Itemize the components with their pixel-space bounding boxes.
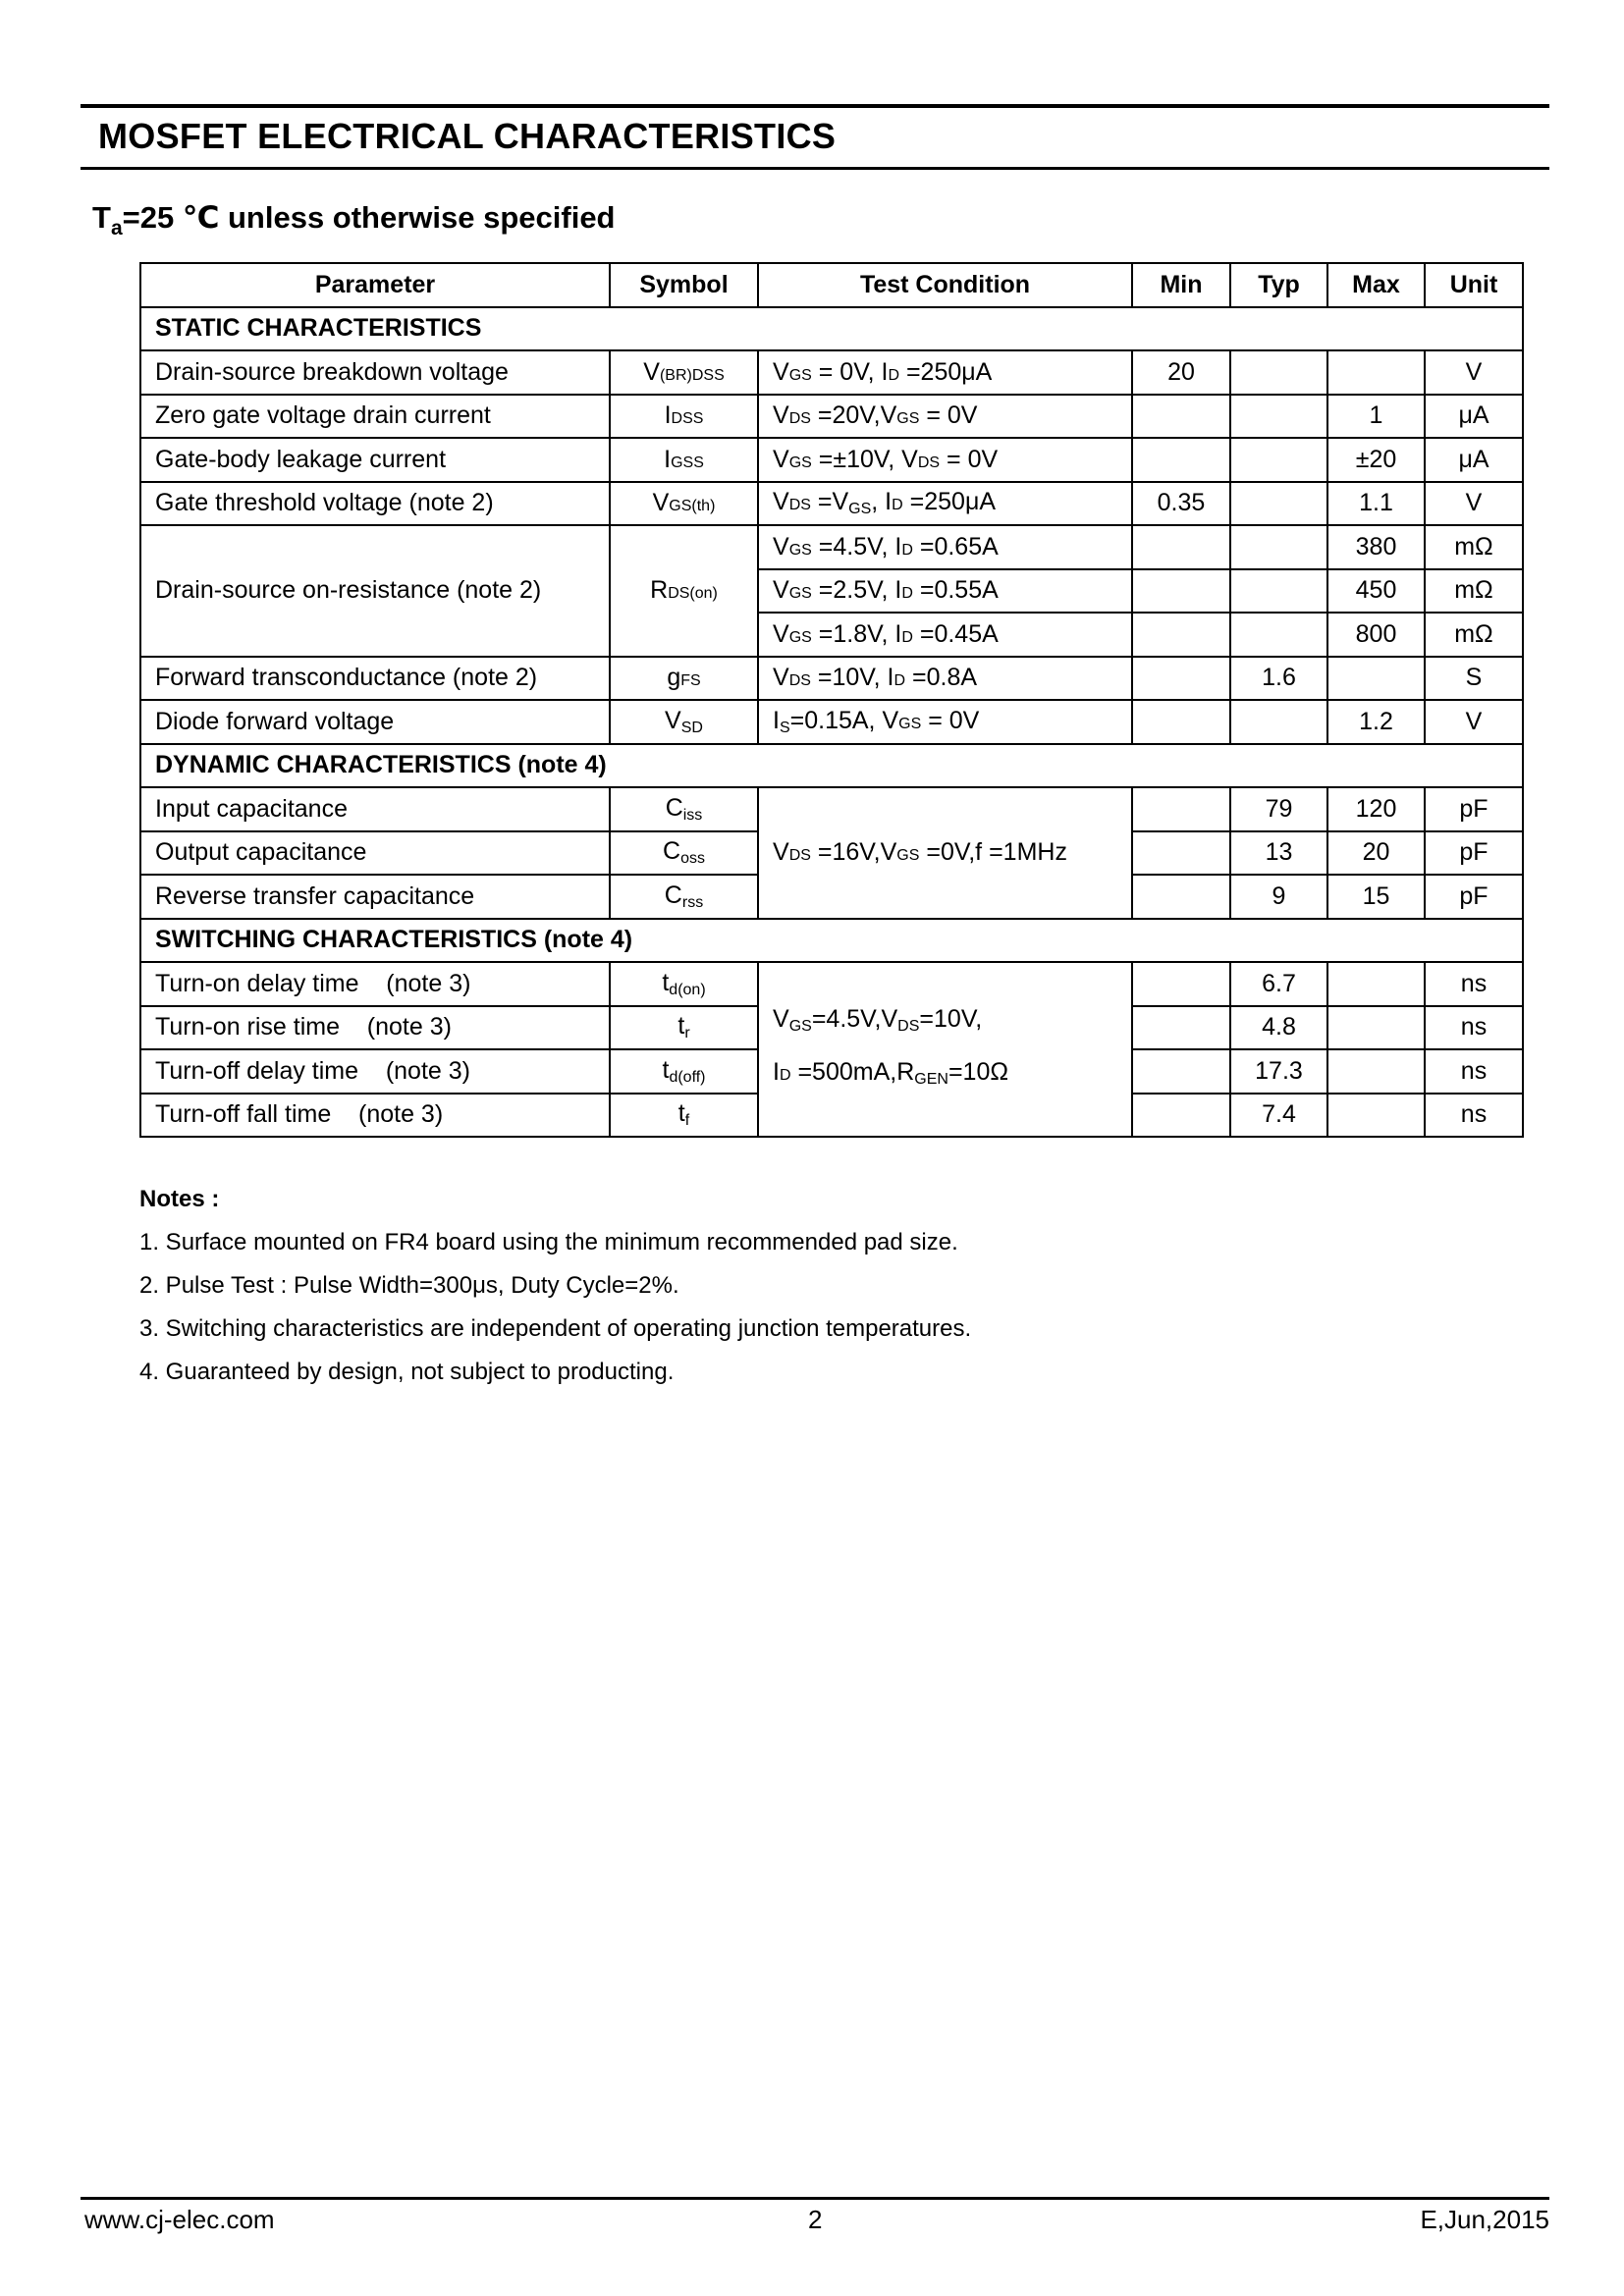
min-cell <box>1132 613 1230 657</box>
typ-cell: 1.6 <box>1230 657 1327 701</box>
header-max: Max <box>1327 263 1425 307</box>
table-row <box>140 962 1523 1006</box>
max-cell: ±20 <box>1327 438 1425 482</box>
param-cell: Gate-body leakage current <box>140 438 610 482</box>
param-cell: Turn-off delay time (note 3) <box>140 1049 610 1094</box>
condition-cell: VDS =10V, ID =0.8A <box>758 657 1132 701</box>
notes-heading: Notes : <box>139 1186 220 1212</box>
title-underline <box>81 167 1549 170</box>
min-cell <box>1132 1049 1230 1094</box>
condition-cell: VGS =4.5V, ID =0.65A <box>758 525 1132 569</box>
param-cell: Output capacitance <box>140 831 610 876</box>
table-header-row <box>140 263 1523 307</box>
header-parameter: Parameter <box>140 263 610 307</box>
min-cell <box>1132 962 1230 1006</box>
page-title: MOSFET ELECTRICAL CHARACTERISTICS <box>98 116 837 156</box>
max-cell: 800 <box>1327 613 1425 657</box>
symbol-cell: IDSS <box>610 395 758 439</box>
param-cell: Diode forward voltage <box>140 700 610 744</box>
header-symbol: Symbol <box>610 263 758 307</box>
symbol-cell: VSD <box>610 700 758 744</box>
max-cell: 120 <box>1327 787 1425 831</box>
unit-cell: ns <box>1425 1094 1523 1138</box>
typ-cell: 6.7 <box>1230 962 1327 1006</box>
table-row <box>140 525 1523 569</box>
min-cell <box>1132 1094 1230 1138</box>
section-dynamic: DYNAMIC CHARACTERISTICS (note 4) <box>140 744 1523 788</box>
condition-cell: VGS =±10V, VDS = 0V <box>758 438 1132 482</box>
note-item: 2. Pulse Test : Pulse Width=300μs, Duty Cycle=2%. <box>139 1272 679 1299</box>
symbol-cell: Coss <box>610 831 758 876</box>
temperature-condition: $T_a=25$ ℃ unless otherwise specified <box>92 200 616 240</box>
table-row <box>140 657 1523 701</box>
typ-cell: 7.4 <box>1230 1094 1327 1138</box>
min-cell <box>1132 700 1230 744</box>
param-cell: Reverse transfer capacitance <box>140 875 610 919</box>
section-row <box>140 307 1523 351</box>
max-cell <box>1327 1006 1425 1050</box>
symbol-cell: VGS(th) <box>610 482 758 526</box>
condition-cell: VDS =20V,VGS = 0V <box>758 395 1132 439</box>
typ-cell <box>1230 350 1327 395</box>
symbol-cell: tf <box>610 1094 758 1138</box>
condition-cell: VDS =16V,VGS =0V,f =1MHz <box>758 787 1132 919</box>
min-cell <box>1132 438 1230 482</box>
typ-cell <box>1230 700 1327 744</box>
note-item: 3. Switching characteristics are independent of operating junction temperatures. <box>139 1315 972 1342</box>
symbol-cell: gFS <box>610 657 758 701</box>
typ-cell: 17.3 <box>1230 1049 1327 1094</box>
unit-cell: μA <box>1425 438 1523 482</box>
typ-cell: 79 <box>1230 787 1327 831</box>
max-cell: 1 <box>1327 395 1425 439</box>
unit-cell: μA <box>1425 395 1523 439</box>
unit-cell: S <box>1425 657 1523 701</box>
symbol-cell: Crss <box>610 875 758 919</box>
condition-cell: VGS=4.5V,VDS=10V, ID =500mA,RGEN=10Ω <box>758 962 1132 1137</box>
min-cell <box>1132 525 1230 569</box>
unit-cell: ns <box>1425 1006 1523 1050</box>
max-cell <box>1327 962 1425 1006</box>
condition-cell: VDS =VGS, ID =250μA <box>758 482 1132 526</box>
note-item: 1. Surface mounted on FR4 board using the minimum recommended pad size. <box>139 1229 958 1255</box>
min-cell <box>1132 657 1230 701</box>
typ-cell <box>1230 525 1327 569</box>
table-row <box>140 350 1523 395</box>
param-cell: Turn-off fall time (note 3) <box>140 1094 610 1138</box>
symbol-cell: RDS(on) <box>610 525 758 657</box>
table-row <box>140 395 1523 439</box>
min-cell: 20 <box>1132 350 1230 395</box>
condition-cell: IS=0.15A, VGS = 0V <box>758 700 1132 744</box>
min-cell <box>1132 831 1230 876</box>
symbol-cell: V(BR)DSS <box>610 350 758 395</box>
note-item: 4. Guaranteed by design, not subject to producting. <box>139 1359 675 1385</box>
min-cell <box>1132 1006 1230 1050</box>
unit-cell: mΩ <box>1425 525 1523 569</box>
param-cell: Drain-source breakdown voltage <box>140 350 610 395</box>
header-unit: Unit <box>1425 263 1523 307</box>
min-cell <box>1132 787 1230 831</box>
typ-cell: 13 <box>1230 831 1327 876</box>
min-cell: 0.35 <box>1132 482 1230 526</box>
header-test-condition: Test Condition <box>758 263 1132 307</box>
symbol-cell: tr <box>610 1006 758 1050</box>
table-row <box>140 787 1523 831</box>
condition-cell: VGS =1.8V, ID =0.45A <box>758 613 1132 657</box>
header-typ: Typ <box>1230 263 1327 307</box>
typ-cell <box>1230 569 1327 614</box>
max-cell: 450 <box>1327 569 1425 614</box>
param-cell: Turn-on delay time (note 3) <box>140 962 610 1006</box>
max-cell: 1.2 <box>1327 700 1425 744</box>
max-cell <box>1327 1094 1425 1138</box>
typ-cell: 9 <box>1230 875 1327 919</box>
param-cell: Forward transconductance (note 2) <box>140 657 610 701</box>
max-cell: 20 <box>1327 831 1425 876</box>
unit-cell: mΩ <box>1425 569 1523 614</box>
table-row <box>140 700 1523 744</box>
table-row <box>140 438 1523 482</box>
unit-cell: pF <box>1425 875 1523 919</box>
typ-cell <box>1230 395 1327 439</box>
footer-revision: E,Jun,2015 <box>1420 2205 1549 2234</box>
characteristics-table <box>139 262 1524 1138</box>
condition-cell: VGS = 0V, ID =250μA <box>758 350 1132 395</box>
typ-cell <box>1230 482 1327 526</box>
param-cell: Turn-on rise time (note 3) <box>140 1006 610 1050</box>
max-cell: 15 <box>1327 875 1425 919</box>
unit-cell: V <box>1425 482 1523 526</box>
footer-page-number: 2 <box>808 2205 823 2234</box>
param-cell: Drain-source on-resistance (note 2) <box>140 525 610 657</box>
condition-cell: VGS =2.5V, ID =0.55A <box>758 569 1132 614</box>
min-cell <box>1132 395 1230 439</box>
unit-cell: ns <box>1425 1049 1523 1094</box>
max-cell <box>1327 657 1425 701</box>
min-cell <box>1132 875 1230 919</box>
unit-cell: pF <box>1425 787 1523 831</box>
unit-cell: V <box>1425 350 1523 395</box>
typ-cell: 4.8 <box>1230 1006 1327 1050</box>
max-cell: 380 <box>1327 525 1425 569</box>
section-row <box>140 919 1523 963</box>
symbol-cell: td(off) <box>610 1049 758 1094</box>
unit-cell: mΩ <box>1425 613 1523 657</box>
section-row <box>140 744 1523 788</box>
param-cell: Gate threshold voltage (note 2) <box>140 482 610 526</box>
max-cell <box>1327 350 1425 395</box>
min-cell <box>1132 569 1230 614</box>
typ-cell <box>1230 438 1327 482</box>
symbol-cell: Ciss <box>610 787 758 831</box>
unit-cell: pF <box>1425 831 1523 876</box>
table-row <box>140 482 1523 526</box>
section-switching: SWITCHING CHARACTERISTICS (note 4) <box>140 919 1523 963</box>
typ-cell <box>1230 613 1327 657</box>
footer-rule <box>81 2197 1549 2200</box>
header-min: Min <box>1132 263 1230 307</box>
param-cell: Input capacitance <box>140 787 610 831</box>
unit-cell: V <box>1425 700 1523 744</box>
footer-website: www.cj-elec.com <box>84 2205 275 2234</box>
param-cell: Zero gate voltage drain current <box>140 395 610 439</box>
symbol-cell: IGSS <box>610 438 758 482</box>
section-static: STATIC CHARACTERISTICS <box>140 307 1523 351</box>
max-cell: 1.1 <box>1327 482 1425 526</box>
top-rule <box>81 104 1549 108</box>
symbol-cell: td(on) <box>610 962 758 1006</box>
max-cell <box>1327 1049 1425 1094</box>
unit-cell: ns <box>1425 962 1523 1006</box>
